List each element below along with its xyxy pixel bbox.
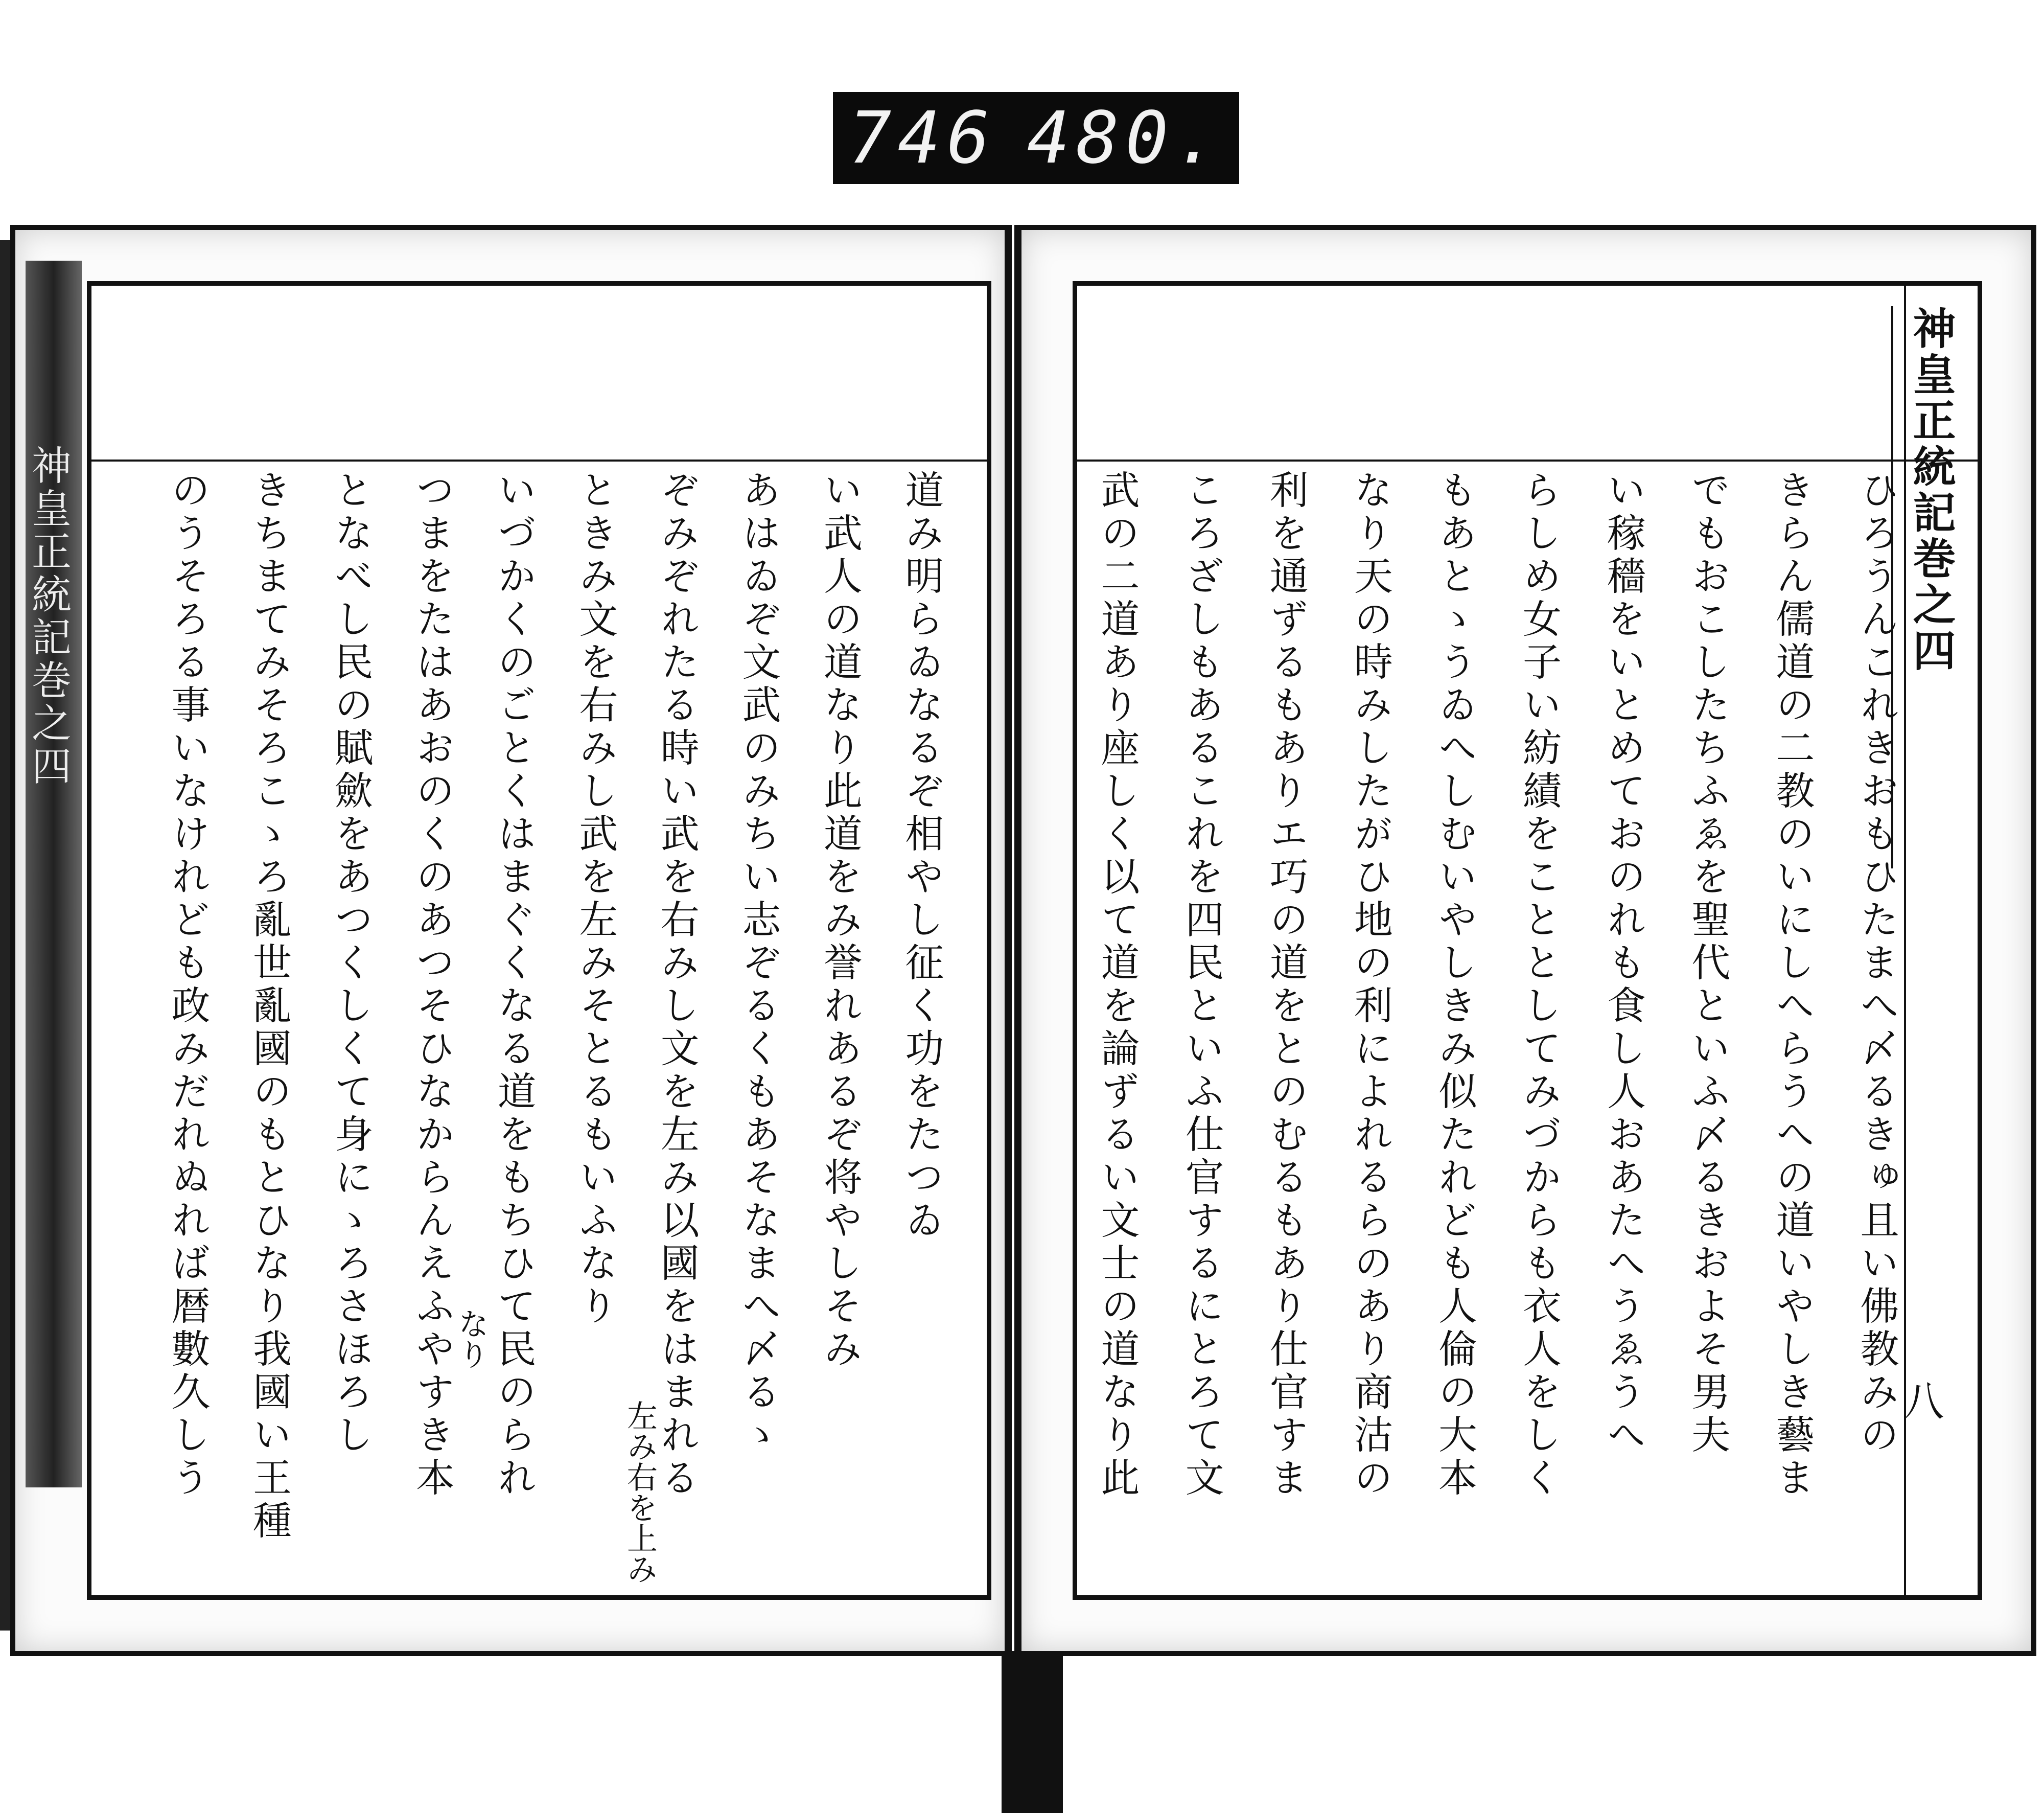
text-column: ひろうんこれきおもひたまへ〆るきゅ且い佛教みの — [1853, 470, 1899, 1457]
text-column: い武人の道なり此道をみ誉れあるぞ将やしそみ — [817, 470, 863, 1371]
page-title: 神皇正統記巻之四 — [1891, 306, 1962, 868]
text-column: きちまてみそろこゝろ亂世亂國のもとひなり我國い王種 — [246, 470, 292, 1543]
text-column: らしめ女子い紡績をこととしてみづからも衣人をしく — [1516, 470, 1562, 1500]
label-plate — [833, 92, 1239, 184]
left-text-columns — [165, 470, 944, 1585]
text-column: 道み明らゐなるぞ相やし征く功をたつゐ — [898, 470, 944, 1243]
left-page-frame — [87, 281, 991, 1600]
text-column: のうそろる事いなけれども政みだれぬれば暦數久しう — [165, 470, 211, 1500]
left-page — [10, 225, 1012, 1656]
text-column: つまをたはあおのくのあつそひなからんえふやすき本 — [409, 470, 455, 1500]
text-column: もあとゝうゐへしむいやしきみ似たれども人倫の大本 — [1432, 470, 1478, 1500]
interlinear-note: 左み右を上み — [622, 1400, 658, 1584]
plate-left-number: 746 — [848, 96, 996, 180]
text-column: ときみ文を右みし武を左みそとるもいふなり — [572, 470, 618, 1328]
text-column: なり天の時みしたがひ地の利によれるらのあり商沽の — [1348, 470, 1393, 1500]
header-band — [1077, 286, 1978, 462]
text-column: いづかくのごとくはまぐくなる道をもちひて民のられ — [491, 470, 537, 1500]
plate-right-number: 480. — [1027, 96, 1224, 180]
binding-tail — [1002, 1651, 1063, 1813]
text-column: ぞみぞれたる時い武を右みし文を左み以國をはまれる — [654, 470, 700, 1500]
text-column: ころざしもあるこれを四民といふ仕官するにとろて文 — [1179, 470, 1225, 1500]
text-column: きらん儒道の二教のいにしへらうへの道いやしき藝ま — [1769, 470, 1815, 1500]
text-column: 武の二道あり座しく以て道を論ずるい文士の道なり此 — [1095, 470, 1140, 1500]
text-column: でもおこしたちふゑを聖代といふ〆るきおよそ男夫 — [1685, 470, 1731, 1457]
spine-title: 神皇正統記巻之四 — [25, 445, 71, 788]
right-page-frame — [1073, 281, 1982, 1600]
right-text-columns — [1095, 470, 1899, 1585]
header-band — [91, 286, 987, 462]
interlinear-note: なり — [453, 1308, 489, 1369]
text-column: い稼穡をいとめておのれも食し人おあたへうゑうへ — [1600, 470, 1646, 1457]
text-column: あはゐぞ文武のみちい志ぞるくもあそなまへ〆るゝ — [735, 470, 781, 1457]
text-column: となべし民の賦歛をあつくしくて身にゝろさほろし — [328, 470, 374, 1457]
folio-number: 八 — [1896, 1380, 1944, 1420]
text-column: 利を通ずるもありエ巧の道をとのむるもあり仕官すま — [1263, 470, 1309, 1500]
right-page — [1014, 225, 2036, 1656]
book-spread — [10, 225, 2036, 1656]
